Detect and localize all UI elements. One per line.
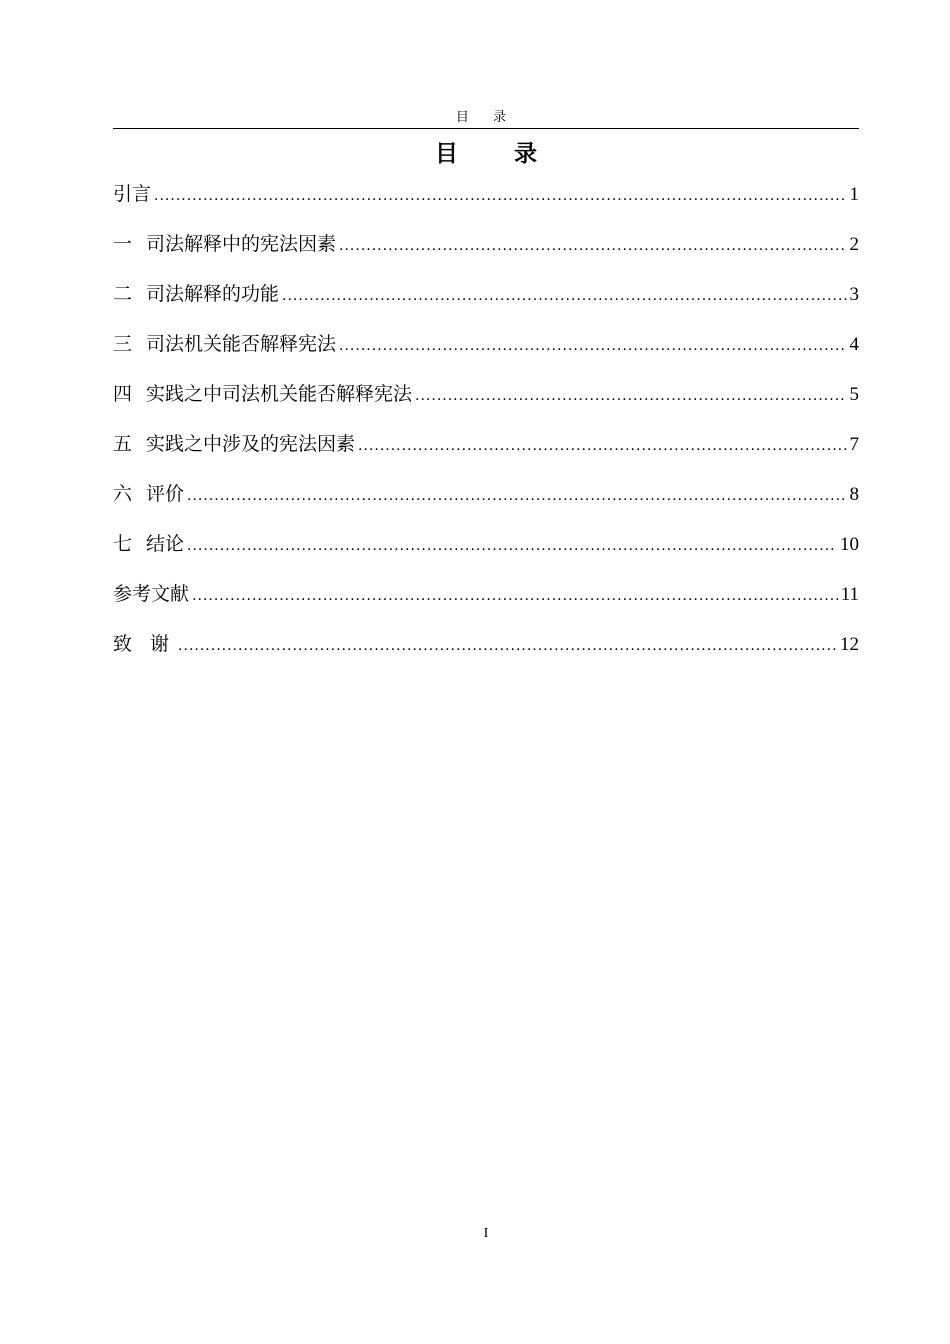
- toc-entry-3[interactable]: [113, 327, 859, 377]
- toc-page-number: 4: [849, 334, 859, 355]
- toc-page-number: 5: [849, 384, 859, 405]
- toc-entry-4[interactable]: [113, 377, 859, 427]
- dot-leader: [192, 579, 838, 613]
- dot-leader: [282, 279, 846, 313]
- toc-entry-title: 实践之中涉及的宪法因素: [146, 433, 356, 455]
- toc-entry-label: [113, 427, 355, 461]
- toc-entry-label: [113, 477, 184, 511]
- toc-entry-title: 司法机关能否解释宪法: [146, 333, 337, 355]
- toc-page-number: 7: [849, 434, 859, 455]
- header-divider: [113, 128, 859, 129]
- dot-leader: [154, 179, 846, 213]
- toc-entry-6[interactable]: [113, 477, 859, 527]
- toc-chapter-number: 七: [113, 533, 133, 555]
- dot-leader: [178, 629, 837, 663]
- toc-entry-label: [113, 377, 412, 411]
- toc-chapter-number: 一: [113, 233, 133, 255]
- toc-page-number: 3: [849, 284, 859, 305]
- toc-entry-label: [113, 277, 279, 311]
- toc-entry-7[interactable]: [113, 527, 859, 577]
- toc-entry-label: [113, 227, 336, 261]
- toc-chapter-number: 六: [113, 483, 133, 505]
- toc-entry-title: 司法解释的功能: [146, 283, 280, 305]
- dot-leader: [339, 329, 846, 363]
- toc-page-number: 11: [840, 584, 859, 605]
- toc-entry-1[interactable]: [113, 227, 859, 277]
- toc-entry-references[interactable]: [113, 577, 859, 627]
- toc-entry-title: 参考文献: [113, 583, 190, 605]
- table-of-contents: [113, 177, 859, 677]
- toc-entry-label: [113, 177, 151, 211]
- dot-leader: [339, 229, 846, 263]
- toc-entry-acknowledgements[interactable]: [113, 627, 859, 677]
- toc-page-number: 8: [849, 484, 859, 505]
- toc-entry-label: [113, 327, 336, 361]
- toc-chapter-number: 四: [113, 383, 133, 405]
- toc-entry-label: [113, 577, 189, 611]
- dot-leader: [415, 379, 846, 413]
- toc-entry-label: [113, 527, 184, 561]
- toc-entry-2[interactable]: [113, 277, 859, 327]
- toc-page-number: 1: [849, 184, 859, 205]
- toc-chapter-number: 三: [113, 333, 133, 355]
- toc-page-number: 2: [849, 234, 859, 255]
- toc-entry-title: 结论: [146, 533, 185, 555]
- dot-leader: [187, 529, 837, 563]
- dot-leader: [358, 429, 846, 463]
- page-title: 目 录: [434, 141, 561, 167]
- dot-leader: [187, 479, 846, 513]
- toc-entry-title: 引言: [113, 183, 152, 205]
- toc-entry-title: 实践之中司法机关能否解释宪法: [146, 383, 413, 405]
- toc-chapter-number: 二: [113, 283, 133, 305]
- toc-chapter-number: 五: [113, 433, 133, 455]
- footer-page-number: I: [483, 1226, 489, 1241]
- toc-entry-5[interactable]: [113, 427, 859, 477]
- toc-entry-title: 致 谢: [113, 633, 176, 655]
- running-header: 目 录: [455, 110, 517, 125]
- toc-entry-title: 评价: [146, 483, 185, 505]
- toc-entry-title: 司法解释中的宪法因素: [146, 233, 337, 255]
- toc-entry-label: [113, 627, 175, 661]
- toc-page-number: 10: [840, 534, 859, 555]
- toc-page-number: 12: [840, 634, 859, 655]
- toc-entry-intro[interactable]: [113, 177, 859, 227]
